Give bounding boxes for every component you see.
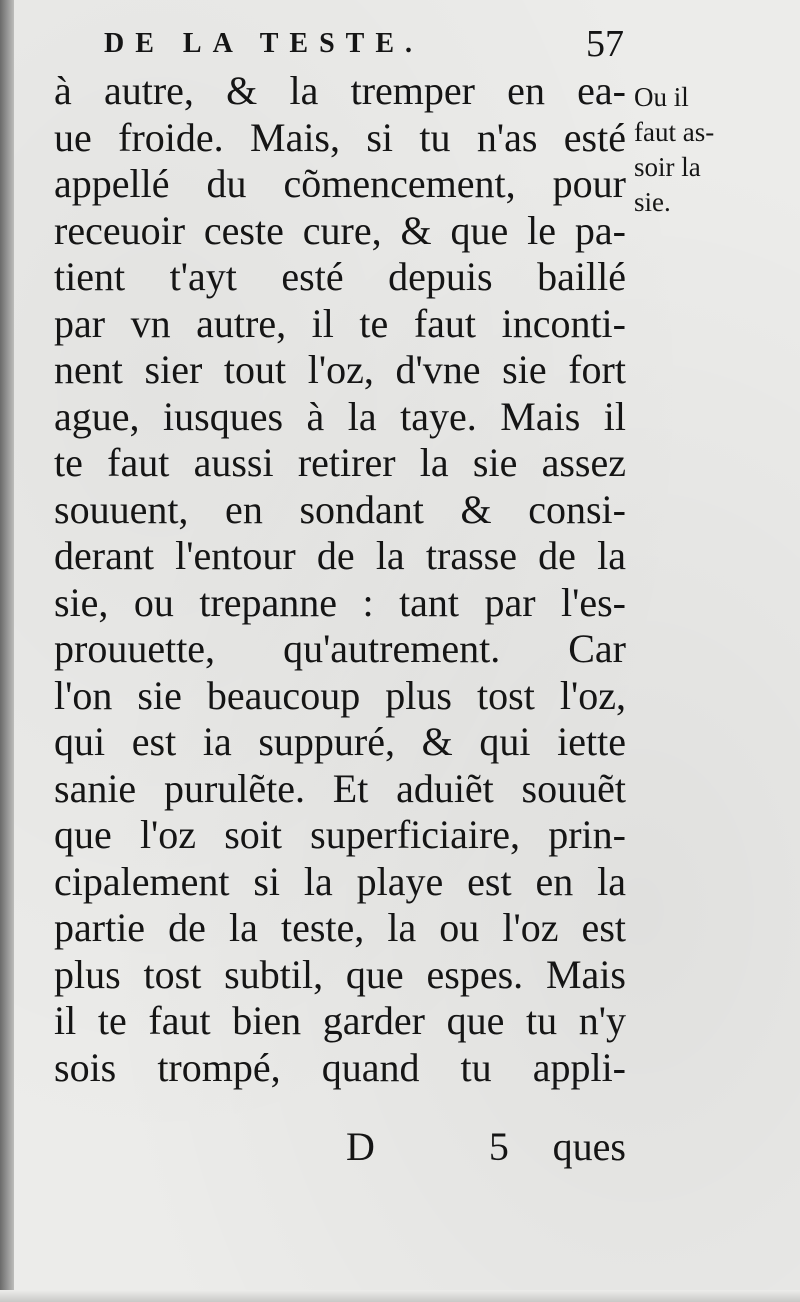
marginal-note-line: sie. [634,187,671,217]
text-line: receuoir ceste cure, & que le pa- [54,207,626,253]
text-line: prouuette, qu'autrement. Car [54,626,626,671]
text-line: tient t'ayt esté depuis baillé [54,254,626,299]
text-line: souuent, en sondant & consi- [54,486,626,532]
text-line: ague, iusques à la taye. Mais il [54,393,626,439]
signature-mark: D 5 [346,1124,561,1169]
page-gutter-shadow [0,0,14,1302]
text-line: derant l'entour de la trasse de la [54,533,626,578]
marginal-note-line: faut as- [634,117,715,147]
running-head [104,22,624,65]
text-line: plus tost subtil, que espes. Mais [54,951,626,997]
text-line: il te faut bien garder que tu n'y [54,998,626,1043]
text-line: l'on sie beaucoup plus tost l'oz, [54,672,626,718]
text-line: que l'oz soit superficiaire, prin- [54,812,626,857]
running-title: DE LA TESTE. [104,28,424,59]
text-line: te faut aussi retirer la sie assez [54,440,626,485]
page-number: 57 [586,23,624,65]
text-line: sois trompé, quand tu appli- [54,1044,626,1090]
catchword: ques [552,1124,626,1169]
text-line: nent sier tout l'oz, d'vne sie fort [54,347,626,392]
text-line: qui est ia suppuré, & qui iette [54,719,626,764]
marginal-note-line: soir la [634,152,701,182]
catchline [54,1123,626,1173]
text-line: par vn autre, il te faut inconti- [54,300,626,346]
page-bottom-edge [0,1290,800,1302]
marginal-note-line: Ou il [634,82,689,112]
text-line: à autre, & la tremper en ea- [54,68,626,113]
text-line: ue froide. Mais, si tu n'as esté [54,114,626,160]
text-line: sie, ou trepanne : tant par l'es- [54,579,626,625]
marginal-note [634,80,764,220]
text-line: partie de la teste, la ou l'oz est [54,905,626,950]
body-text [54,68,626,1091]
text-line: cipalement si la playe est en la [54,858,626,904]
text-line: appellé du cõmencement, pour [54,161,626,206]
text-line: sanie purulẽte. Et aduiẽt souuẽt [54,765,626,811]
